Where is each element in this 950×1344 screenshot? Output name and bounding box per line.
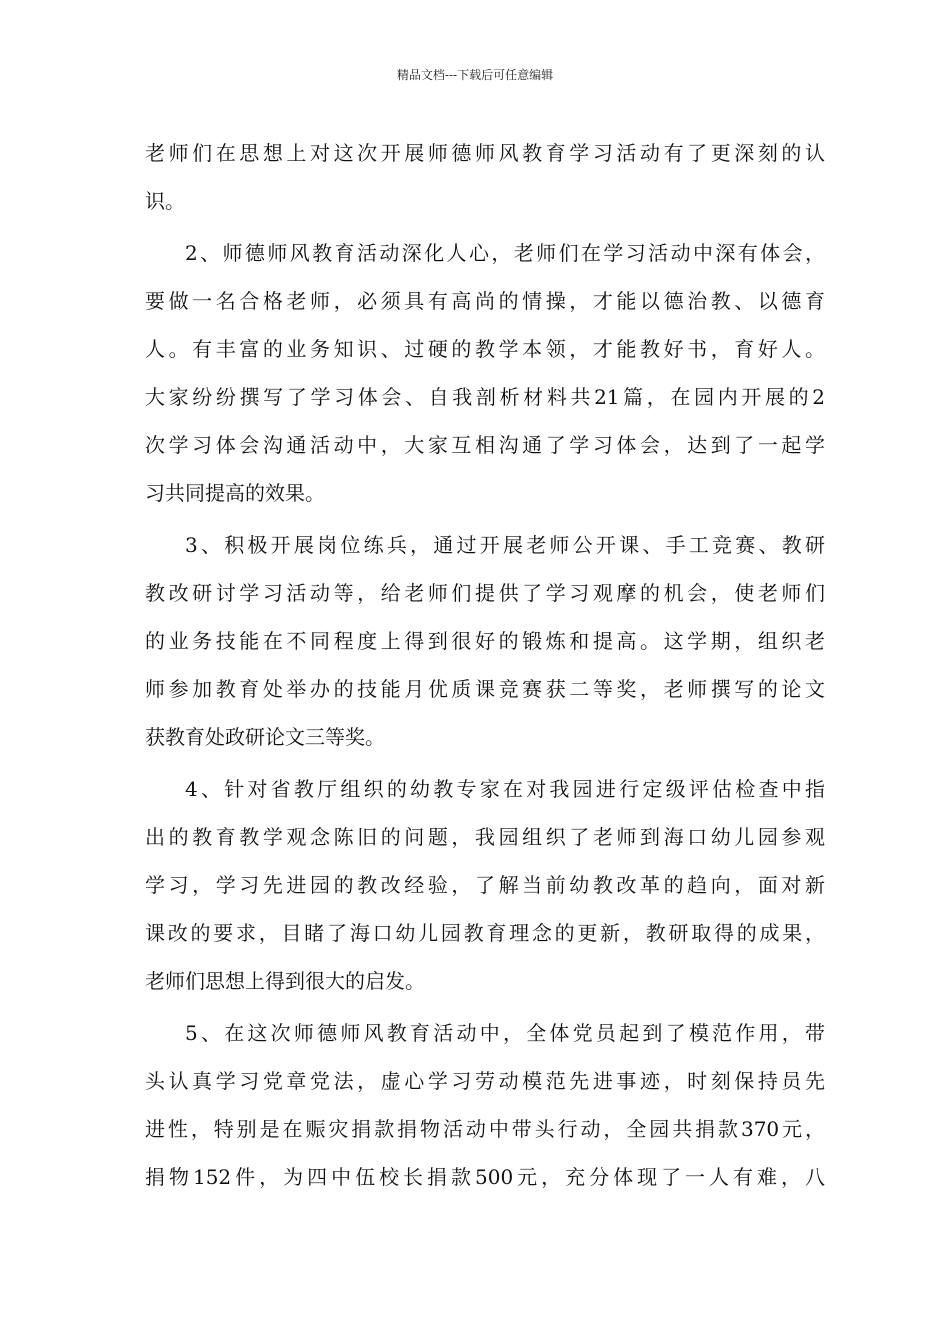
page-header: 精品文档---下载后可任意编辑 [396,68,554,82]
text-line: 出的教育教学观念陈旧的问题，我园组织了老师到海口幼儿园参观 [145,825,825,849]
paragraph-1 [145,133,825,229]
text-line: 获教育处政研论文三等奖。 [145,725,385,749]
text-line: 的业务技能在不同程度上得到很好的锻炼和提高。这学期，组织老 [145,629,825,653]
text-line: 识。 [145,189,185,213]
text-line: 习共同提高的效果。 [145,481,325,505]
text-line: 捐物152件，为四中伍校长捐款500元，充分体现了一人有难，八 [145,1165,825,1189]
text-line: 教改研讨学习活动等，给老师们提供了学习观摩的机会，使老师们 [145,581,825,605]
text-line: 4、针对省教厅组织的幼教专家在对我园进行定级评估检查中指 [185,777,825,801]
text-line: 学习，学习先进园的教改经验，了解当前幼教改革的趋向，面对新 [145,873,825,897]
text-line: 5、在这次师德师风教育活动中，全体党员起到了模范作用，带 [185,1021,825,1045]
text-line: 课改的要求，目睹了海口幼儿园教育理念的更新，教研取得的成果， [145,921,825,945]
text-line: 2、师德师风教育活动深化人心，老师们在学习活动中深有体会， [185,241,825,265]
paragraph-4 [145,769,825,1009]
text-line: 老师们在思想上对这次开展师德师风教育学习活动有了更深刻的认 [145,141,825,165]
text-line: 次学习体会沟通活动中，大家互相沟通了学习体会，达到了一起学 [145,433,825,457]
paragraph-2 [145,233,825,521]
text-line: 大家纷纷撰写了学习体会、自我剖析材料共21篇，在园内开展的2 [145,385,825,409]
text-line: 要做一名合格老师，必须具有高尚的情操，才能以德治教、以德育 [145,289,825,313]
paragraph-3 [145,525,825,765]
text-line: 人。有丰富的业务知识、过硬的教学本领，才能教好书，育好人。 [145,337,825,361]
text-line: 师参加教育处举办的技能月优质课竞赛获二等奖，老师撰写的论文 [145,677,825,701]
text-line: 3、积极开展岗位练兵，通过开展老师公开课、手工竞赛、教研 [185,533,825,557]
document-body [145,133,825,1205]
text-line: 头认真学习党章党法，虚心学习劳动模范先进事迹，时刻保持员先 [145,1069,825,1093]
text-line: 老师们思想上得到很大的启发。 [145,969,425,993]
paragraph-5 [145,1013,825,1205]
text-line: 进性，特别是在赈灾捐款捐物活动中带头行动，全园共捐款370元， [145,1117,825,1141]
